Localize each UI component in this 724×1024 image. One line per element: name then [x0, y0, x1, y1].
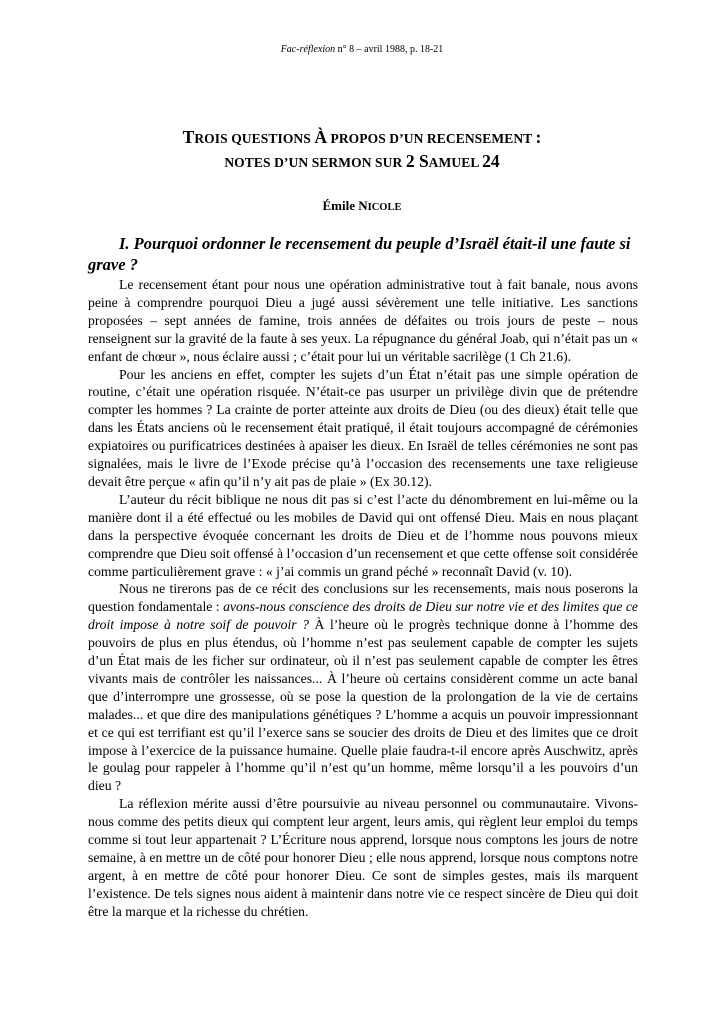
journal-name: Fac-réflexion	[280, 44, 336, 55]
paragraph-3: L’auteur du récit biblique ne nous dit pas si c’est l’acte du dénombrement en lui-même ou la manière dont il a été effectué ou les mobiles de David qui ont offensé Dieu. Mais en nous plaçant dans la perspective évoquée concernant les droits de Dieu et de l’homme nous pouvons mieux comprendre que Dieu soit offensé à l’occasion d’un recensement et que cette offense soit considérée comme particulièrement grave : « j’ai commis un grand péché » reconnaît David (v. 10).	[88, 491, 638, 579]
paragraph-2: Pour les anciens en effet, compter les sujets d’un État n’était pas une simple opération de routine, c’était une opération risquée. N’était-ce pas usurper un privilège divin que de prétendre compter les hommes ? La crainte de porter atteinte aux droits de Dieu (ou des dieux) était telle que dans les États anciens où le recensement était pratiqué, il était toujours accompagné de cérémonies expiatoires ou purificatrices destinées à apaiser les dieux. En Israël de telles cérémonies ne sont pas signalées, mais le livre de l’Exode précise qu’à l’occasion des recensements une taxe religieuse devait être perçue « afin qu’il n’y ait pas de plaie » (Ex 30.12).	[88, 366, 638, 489]
paragraph-4-text: Nous ne tirerons pas de ce récit des conclusions sur les recensements, mais nous poserons la question fondamentale :	[88, 581, 638, 615]
title-colon: :	[535, 127, 542, 147]
title-line-2	[60, 150, 664, 174]
paragraph-4-emphasis: avons-nous conscience des droits de Dieu sur notre vie et des limites que ce droit impose à notre soif de pouvoir ?	[88, 599, 639, 633]
author-first-name: Émile	[322, 198, 359, 213]
author-name	[0, 198, 724, 216]
paragraph-4	[88, 580, 638, 795]
title-line-1	[60, 126, 664, 150]
title-cap: 24	[482, 151, 500, 171]
title-cap: À	[314, 127, 327, 147]
paragraph-4-text-continued: À l’heure où le progrès technique donne à l’homme des pouvoirs de plus en plus étendus, où l’homme n’est pas seulement capable de compter les sujets d’un État mais de les ficher sur ordinateur, où il n’est pas seulement capable de compter les êtres vivants mais de contrôler les naissances... À l’heure où certains considèrent comme un acte banal que d’interrompre une grossesse, où se pose la question de la prolongation de la vie de certains malades... et que dire des manipulations génétiques ? L’homme a acquis un pouvoir impressionnant et ce qui est terrifiant est qu’il l’exerce sans se soucier des droits de Dieu et des limites que ce droit impose à l’exercice de la puissance humaine. Quelle plaie faudra-t-il encore après Auschwitz, après le goulag pour rappeler à l’homme qu’il n’est qu’un homme, même lorsqu’il a les pouvoirs d’un dieu ?	[88, 617, 639, 794]
section-heading: I. Pourquoi ordonner le recensement du peuple d’Israël était-il une faute si grave ?	[88, 234, 631, 274]
title-cap: 2 S	[405, 151, 429, 171]
article-title	[60, 126, 664, 174]
body-text	[88, 276, 638, 921]
title-small-caps: ROIS QUESTIONS	[194, 131, 315, 146]
paragraph-1: Le recensement étant pour nous une opération administrative tout à fait banale, nous avons peine à comprendre pourquoi Dieu a jugé aussi sévèrement une telle initiative. Les sanctions proposées – sept années de famine, trois années de défaites ou trois jours de peste – nous renseignent sur la gravité de la faute à ses yeux. La répugnance du général Joab, qui n’était pas un « enfant de chœur », nous éclaire aussi ; c’était pour lui un véritable sacrilège (1 Ch 21.6).	[88, 277, 638, 364]
author-last-small-caps: ICOLE	[367, 202, 402, 213]
title-small-caps: AMUEL	[428, 155, 483, 170]
running-header	[0, 44, 724, 56]
issue-info: n° 8 – avril 1988, p. 18-21	[335, 44, 444, 55]
author-last-cap: N	[358, 198, 368, 213]
title-small-caps: NOTES D’UN SERMON SUR	[224, 155, 406, 170]
paragraph-5: La réflexion mérite aussi d’être poursuivie au niveau personnel ou communautaire. Vivons-nous comme des petits dieux qui comptent leur argent, leurs amis, qui règlent leur emploi du temps comme si tout leur appartenait ? L’Écriture nous apprend, lorsque nous comptons les jours de notre semaine, à en mettre un de côté pour honorer Dieu ; elle nous apprend, lorsque nous comptons notre argent, à en mettre de côté pour honorer Dieu. Ce sont de simples gestes, mais ils marquent l’existence. De tels signes nous aident à maintenir dans notre vie ce respect sincère de Dieu qui doit être la marque et la richesse du chrétien.	[88, 796, 638, 919]
title-cap: T	[182, 127, 195, 147]
title-small-caps: PROPOS D’UN RECENSEMENT	[327, 131, 536, 146]
